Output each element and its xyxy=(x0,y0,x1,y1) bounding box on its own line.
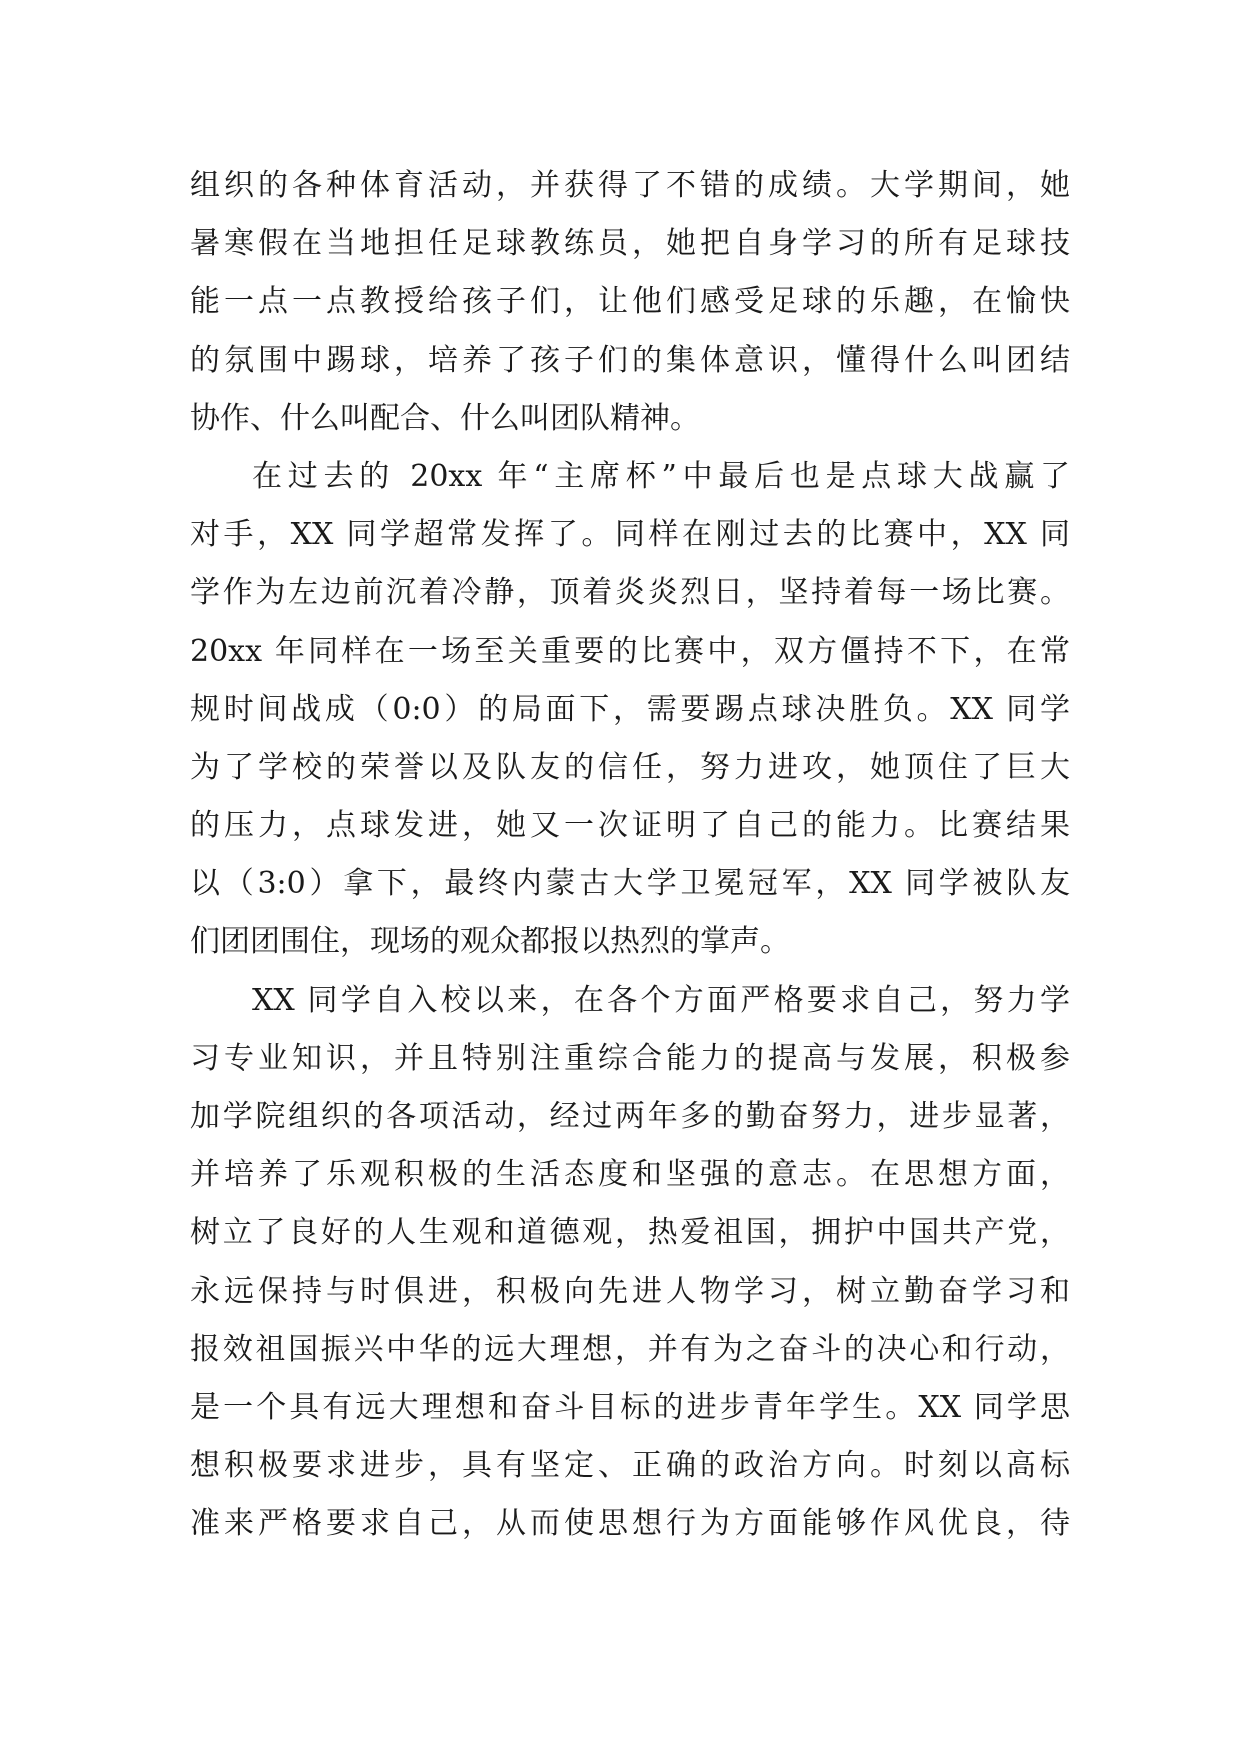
paragraph-line: 学作为左边前沉着冷静，顶着炎炎烈日，坚持着每一场比赛。 xyxy=(190,575,1070,611)
paragraph-line: 的氛围中踢球，培养了孩子们的集体意识，懂得什么叫团结 xyxy=(190,342,1070,378)
paragraph-line: 以（3:0）拿下，最终内蒙古大学卫冕冠军，XX 同学被队友 xyxy=(190,866,1070,902)
paragraph-line: 想积极要求进步，具有坚定、正确的政治方向。时刻以高标 xyxy=(190,1448,1070,1484)
paragraph-line: 规时间战成（0:0）的局面下，需要踢点球决胜负。XX 同学 xyxy=(190,691,1070,727)
paragraph-line: 对手，XX 同学超常发挥了。同样在刚过去的比赛中，XX 同 xyxy=(190,517,1070,553)
paragraph-line: 永远保持与时俱进，积极向先进人物学习，树立勤奋学习和 xyxy=(190,1273,1070,1309)
paragraph-line: 20xx 年同样在一场至关重要的比赛中，双方僵持不下，在常 xyxy=(190,633,1070,669)
paragraph-line: 组织的各种体育活动，并获得了不错的成绩。大学期间，她 xyxy=(190,168,1070,203)
paragraph-line: 准来严格要求自己，从而使思想行为方面能够作风优良，待 xyxy=(190,1506,1070,1542)
body-text xyxy=(190,157,1070,1554)
paragraph-line: 们团团围住，现场的观众都报以热烈的掌声。 xyxy=(190,924,790,960)
paragraph-line: 为了学校的荣誉以及队友的信任，努力进攻，她顶住了巨大 xyxy=(190,749,1070,785)
paragraph-line: 的压力，点球发进，她又一次证明了自己的能力。比赛结果 xyxy=(190,808,1070,844)
paragraph-line: 协作、什么叫配合、什么叫团队精神。 xyxy=(190,400,700,436)
paragraph-line: 能一点一点教授给孩子们，让他们感受足球的乐趣，在愉快 xyxy=(190,284,1070,320)
paragraph-line: 并培养了乐观积极的生活态度和坚强的意志。在思想方面， xyxy=(190,1157,1070,1193)
paragraph-line: 加学院组织的各项活动，经过两年多的勤奋努力，进步显著， xyxy=(190,1099,1070,1134)
paragraph-line: 在过去的 20xx 年“主席杯”中最后也是点球大战赢了 xyxy=(252,458,1070,494)
paragraph-line: 习专业知识，并且特别注重综合能力的提高与发展，积极参 xyxy=(190,1040,1070,1076)
paragraph-line: 暑寒假在当地担任足球教练员，她把自身学习的所有足球技 xyxy=(190,226,1070,262)
paragraph-line: 报效祖国振兴中华的远大理想，并有为之奋斗的决心和行动， xyxy=(190,1331,1070,1367)
paragraph-line: XX 同学自入校以来，在各个方面严格要求自己，努力学 xyxy=(252,982,1070,1018)
paragraph-line: 是一个具有远大理想和奋斗目标的进步青年学生。XX 同学思 xyxy=(190,1389,1070,1425)
paragraph-line: 树立了良好的人生观和道德观，热爱祖国，拥护中国共产党， xyxy=(190,1215,1070,1251)
